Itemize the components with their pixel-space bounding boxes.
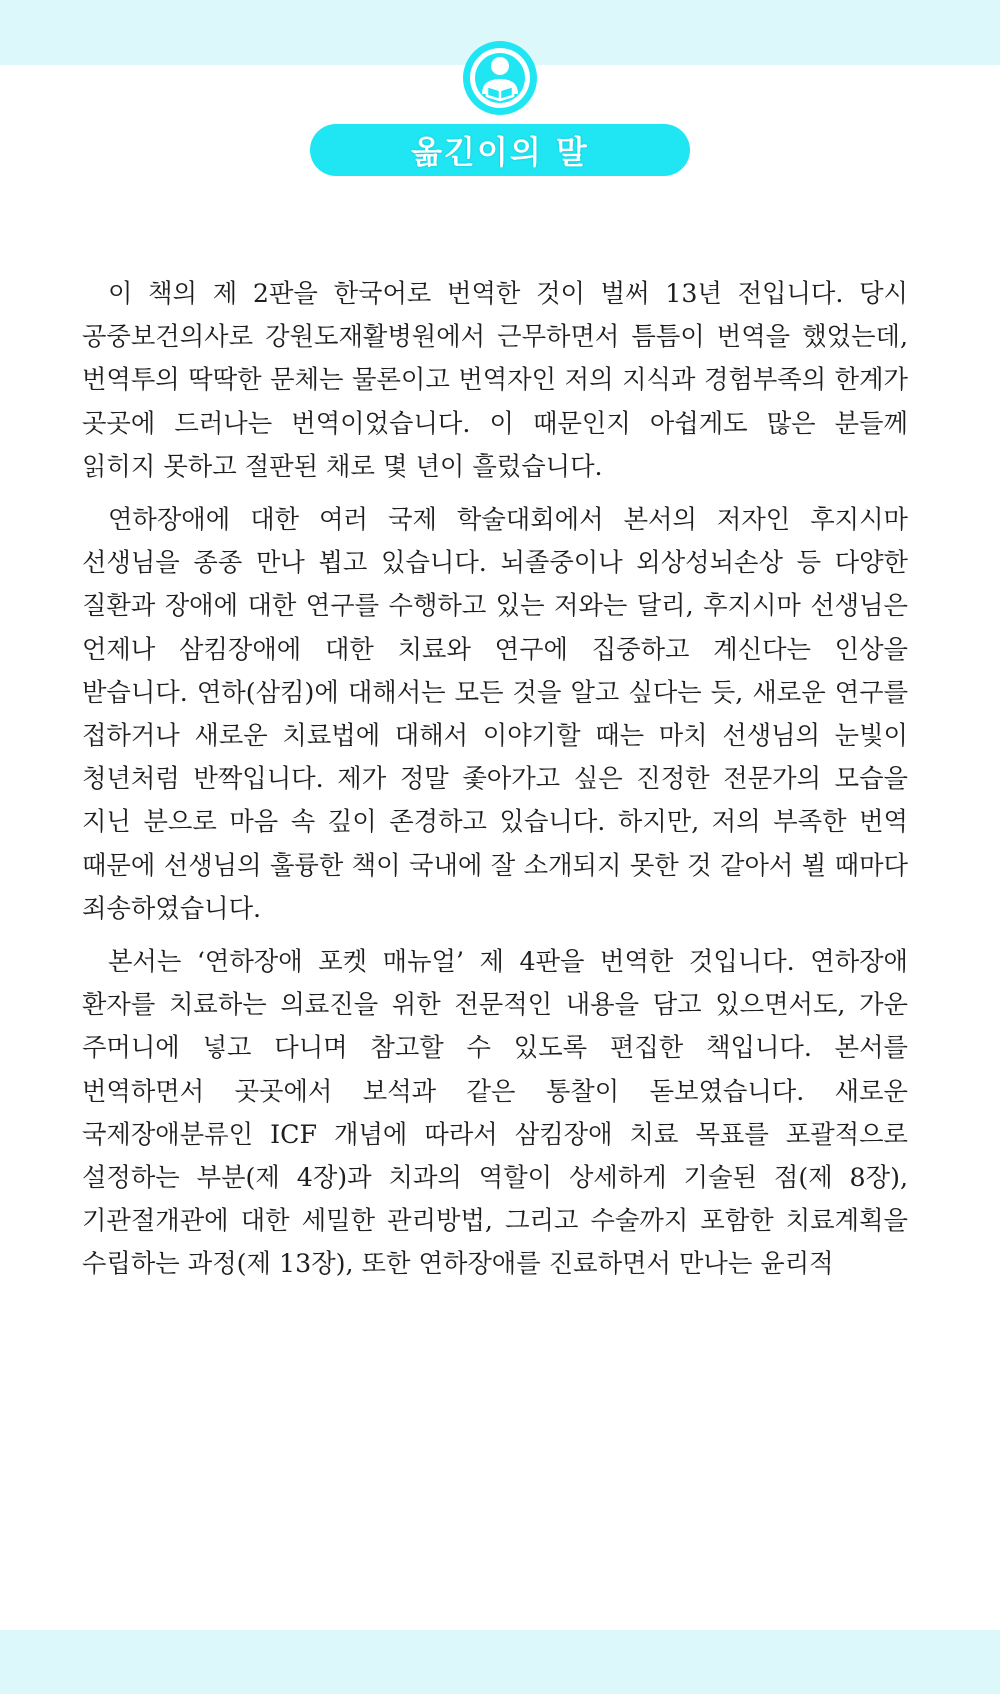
paragraph-2: 연하장애에 대한 여러 국제 학술대회에서 본서의 저자인 후지시마 선생님을 종종 만나 뵙고 있습니다. 뇌졸중이나 외상성뇌손상 등 다양한 질환과 장애에 대한 연구를 수행하고 있는 저와는 달리, 후지시마 선생님은 언제나 삼킴장애에 대한 치료와 연구에 집중하고 계신다는 인상을 받습니다. 연하(삼킴)에 대해서는 모든 것을 알고 싶다는 듯, 새로운 연구를 접하거나 새로운 치료법에 대해서 이야기할 때는 마치 선생님의 눈빛이 청년처럼 반짝입니다. 제가 정말 좇아가고 싶은 진정한 전문가의 모습을 지닌 분으로 마음 속 깊이 존경하고 있습니다. 하지만, 저의 부족한 번역 때문에 선생님의 훌륭한 책이 국내에 잘 소개되지 못한 것 같아서 뵐 때마다 죄송하였습니다. [82, 505, 908, 923]
page-title: 옮긴이의 말 [411, 133, 589, 171]
paragraph-1: 이 책의 제 2판을 한국어로 번역한 것이 벌써 13년 전입니다. 당시 공중보건의사로 강원도재활병원에서 근무하면서 틈틈이 번역을 했었는데, 번역투의 딱딱한 문체는 물론이고 번역자인 저의 지식과 경험부족의 한계가 곳곳에 드러나는 번역이었습니다. 이 때문인지 아쉽게도 많은 분들께 읽히지 못하고 절판된 채로 몇 년이 흘렀습니다. [82, 279, 908, 481]
paragraph-3: 본서는 ‘연하장애 포켓 매뉴얼’ 제 4판을 번역한 것입니다. 연하장애 환자를 치료하는 의료진을 위한 전문적인 내용을 담고 있으면서도, 가운 주머니에 넣고 다니며 참고할 수 있도록 편집한 책입니다. 본서를 번역하면서 곳곳에서 보석과 같은 통찰이 돋보였습니다. 새로운 국제장애분류인 ICF 개념에 따라서 삼킴장애 치료 목표를 포괄적으로 설정하는 부분(제 4장)과 치과의 역할이 상세하게 기술된 점(제 8장), 기관절개관에 대한 세밀한 관리방법, 그리고 수술까지 포함한 치료계획을 수립하는 과정(제 13장), 또한 연하장애를 진료하면서 만나는 윤리적 [82, 947, 908, 1279]
reader-icon [460, 38, 540, 118]
title-banner [310, 124, 690, 176]
bottom-band [0, 1630, 1000, 1694]
body-text [82, 272, 908, 1296]
